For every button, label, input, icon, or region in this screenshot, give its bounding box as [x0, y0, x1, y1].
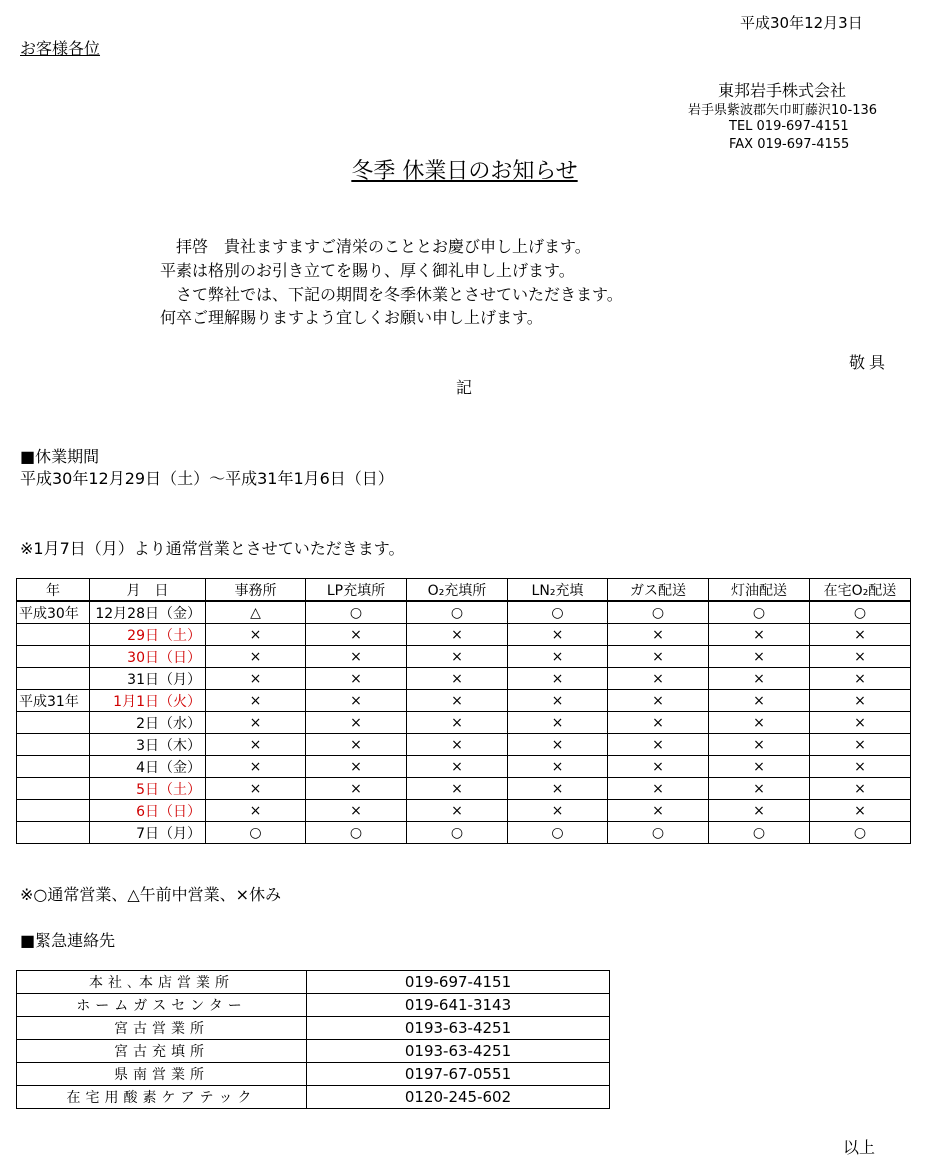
- date-cell: 4日（金）: [90, 756, 206, 778]
- status-cell: ○: [508, 822, 608, 844]
- holiday-period-value: 平成30年12月29日（土）～平成31年1月6日（日）: [20, 469, 394, 488]
- contact-row: [17, 994, 610, 1017]
- status-cell: ×: [709, 690, 810, 712]
- status-cell: ×: [306, 756, 407, 778]
- status-cell: ×: [508, 624, 608, 646]
- status-cell: ×: [709, 756, 810, 778]
- col-header: 灯油配送: [709, 579, 810, 602]
- date-cell: 31日（月）: [90, 668, 206, 690]
- page-title: [0, 154, 929, 185]
- status-cell: ○: [608, 822, 709, 844]
- col-header: 月 日: [90, 579, 206, 602]
- status-cell: ×: [810, 734, 911, 756]
- year-cell: 平成31年: [17, 690, 90, 712]
- col-header: ガス配送: [608, 579, 709, 602]
- status-cell: ×: [407, 800, 508, 822]
- col-header: 事務所: [206, 579, 306, 602]
- status-cell: ○: [810, 822, 911, 844]
- table-row: [17, 668, 911, 690]
- closing-ijou: 以上: [843, 1138, 876, 1157]
- year-cell: [17, 668, 90, 690]
- status-cell: ×: [810, 778, 911, 800]
- status-cell: ×: [608, 646, 709, 668]
- status-cell: ×: [608, 624, 709, 646]
- status-cell: ×: [306, 668, 407, 690]
- status-cell: ×: [508, 712, 608, 734]
- status-cell: ×: [306, 734, 407, 756]
- page-title-text: 冬季 休業日のお知らせ: [351, 159, 578, 184]
- status-cell: ×: [206, 690, 306, 712]
- status-cell: ×: [508, 800, 608, 822]
- status-cell: ×: [407, 624, 508, 646]
- status-cell: ×: [709, 800, 810, 822]
- status-cell: ×: [206, 734, 306, 756]
- greeting-line-3: さて弊社では、下記の期間を冬季休業とさせていただきます。: [176, 285, 623, 304]
- contact-name: 県南営業所: [17, 1063, 307, 1086]
- company-name: 東邦岩手株式会社: [718, 81, 847, 100]
- company-fax: FAX 019-697-4155: [729, 137, 850, 152]
- emergency-heading: ■緊急連絡先: [20, 931, 116, 950]
- contact-phone: 0193-63-4251: [307, 1017, 610, 1040]
- status-cell: ×: [608, 778, 709, 800]
- status-cell: ×: [407, 668, 508, 690]
- status-cell: ×: [709, 778, 810, 800]
- status-cell: ×: [306, 778, 407, 800]
- resume-note: ※1月7日（月）より通常営業とさせていただきます。: [20, 539, 405, 558]
- col-header: O₂充填所: [407, 579, 508, 602]
- status-cell: ○: [206, 822, 306, 844]
- year-cell: [17, 712, 90, 734]
- status-cell: ×: [407, 646, 508, 668]
- date-cell: 6日（日）: [90, 800, 206, 822]
- contact-phone: 0197-67-0551: [307, 1063, 610, 1086]
- date-cell: 29日（土）: [90, 624, 206, 646]
- closing-keigu: 敬具: [849, 353, 890, 372]
- status-cell: ×: [810, 624, 911, 646]
- status-cell: ×: [306, 712, 407, 734]
- status-cell: ×: [407, 690, 508, 712]
- status-cell: ×: [608, 668, 709, 690]
- status-cell: ○: [306, 601, 407, 624]
- contact-row: [17, 1063, 610, 1086]
- date-cell: 12月28日（金）: [90, 601, 206, 624]
- year-cell: [17, 756, 90, 778]
- date-cell: 3日（木）: [90, 734, 206, 756]
- status-cell: △: [206, 601, 306, 624]
- year-cell: [17, 822, 90, 844]
- contacts-body: [17, 971, 610, 1109]
- status-cell: ×: [508, 646, 608, 668]
- table-row: [17, 601, 911, 624]
- date-cell: 5日（土）: [90, 778, 206, 800]
- status-cell: ×: [206, 800, 306, 822]
- status-cell: ×: [608, 756, 709, 778]
- status-cell: ×: [206, 646, 306, 668]
- status-cell: ×: [508, 778, 608, 800]
- status-cell: ×: [810, 690, 911, 712]
- col-header: LN₂充填: [508, 579, 608, 602]
- contact-name: 宮古充填所: [17, 1040, 307, 1063]
- schedule-header-row: [17, 579, 911, 602]
- status-cell: ×: [306, 646, 407, 668]
- contact-phone: 019-641-3143: [307, 994, 610, 1017]
- year-cell: [17, 800, 90, 822]
- table-row: [17, 624, 911, 646]
- status-cell: ×: [206, 778, 306, 800]
- status-cell: ×: [206, 624, 306, 646]
- table-row: [17, 756, 911, 778]
- year-cell: 平成30年: [17, 601, 90, 624]
- schedule-body: [17, 601, 911, 844]
- legend: ※○通常営業、△午前中営業、×休み: [20, 885, 282, 904]
- status-cell: ×: [810, 646, 911, 668]
- status-cell: ×: [508, 756, 608, 778]
- recipient: お客様各位: [20, 39, 101, 58]
- table-row: [17, 712, 911, 734]
- date-cell: 30日（日）: [90, 646, 206, 668]
- status-cell: ○: [407, 822, 508, 844]
- table-row: [17, 734, 911, 756]
- year-cell: [17, 778, 90, 800]
- status-cell: ×: [709, 668, 810, 690]
- contact-name: 本社､本店営業所: [17, 971, 307, 994]
- status-cell: ×: [508, 734, 608, 756]
- status-cell: ○: [407, 601, 508, 624]
- col-header: 在宅O₂配送: [810, 579, 911, 602]
- schedule-table: [16, 578, 911, 844]
- greeting-line-4: 何卒ご理解賜りますよう宜しくお願い申し上げます。: [160, 308, 543, 327]
- contact-name: 宮古営業所: [17, 1017, 307, 1040]
- year-cell: [17, 646, 90, 668]
- status-cell: ×: [508, 690, 608, 712]
- holiday-period-heading: ■休業期間: [20, 447, 100, 466]
- contact-phone: 019-697-4151: [307, 971, 610, 994]
- status-cell: ×: [709, 646, 810, 668]
- table-row: [17, 646, 911, 668]
- contact-row: [17, 1017, 610, 1040]
- date-cell: 1月1日（火）: [90, 690, 206, 712]
- status-cell: ×: [709, 624, 810, 646]
- company-tel: TEL 019-697-4151: [729, 119, 849, 134]
- status-cell: ×: [608, 800, 709, 822]
- contact-row: [17, 1086, 610, 1109]
- document-date: 平成30年12月3日: [740, 14, 863, 32]
- status-cell: ×: [407, 778, 508, 800]
- contact-row: [17, 1040, 610, 1063]
- date-cell: 2日（水）: [90, 712, 206, 734]
- table-row: [17, 690, 911, 712]
- emergency-contacts-table: [16, 970, 610, 1109]
- status-cell: ○: [709, 601, 810, 624]
- status-cell: ×: [608, 690, 709, 712]
- status-cell: ×: [306, 624, 407, 646]
- status-cell: ×: [810, 756, 911, 778]
- year-cell: [17, 624, 90, 646]
- status-cell: ×: [810, 668, 911, 690]
- table-row: [17, 822, 911, 844]
- status-cell: ○: [810, 601, 911, 624]
- year-cell: [17, 734, 90, 756]
- col-header: LP充填所: [306, 579, 407, 602]
- status-cell: ×: [407, 734, 508, 756]
- contact-row: [17, 971, 610, 994]
- greeting-line-1: 拝啓 貴社ますますご清栄のこととお慶び申し上げます。: [176, 237, 591, 256]
- status-cell: ×: [407, 712, 508, 734]
- status-cell: ×: [508, 668, 608, 690]
- status-cell: ×: [306, 800, 407, 822]
- status-cell: ○: [306, 822, 407, 844]
- company-address: 岩手県紫波郡矢巾町藤沢10-136: [688, 103, 878, 118]
- table-row: [17, 800, 911, 822]
- table-row: [17, 778, 911, 800]
- status-cell: ×: [810, 712, 911, 734]
- status-cell: ○: [608, 601, 709, 624]
- status-cell: ×: [206, 668, 306, 690]
- status-cell: ×: [206, 712, 306, 734]
- ki-marker: 記: [456, 378, 473, 397]
- status-cell: ×: [709, 734, 810, 756]
- status-cell: ×: [810, 800, 911, 822]
- status-cell: ×: [306, 690, 407, 712]
- col-header: 年: [17, 579, 90, 602]
- date-cell: 7日（月）: [90, 822, 206, 844]
- status-cell: ○: [709, 822, 810, 844]
- greeting-line-2: 平素は格別のお引き立てを賜り、厚く御礼申し上げます。: [160, 261, 575, 280]
- contact-name: ホームガスセンター: [17, 994, 307, 1017]
- contact-phone: 0193-63-4251: [307, 1040, 610, 1063]
- status-cell: ○: [508, 601, 608, 624]
- status-cell: ×: [709, 712, 810, 734]
- status-cell: ×: [608, 712, 709, 734]
- status-cell: ×: [608, 734, 709, 756]
- contact-name: 在宅用酸素ケアテック: [17, 1086, 307, 1109]
- status-cell: ×: [206, 756, 306, 778]
- status-cell: ×: [407, 756, 508, 778]
- contact-phone: 0120-245-602: [307, 1086, 610, 1109]
